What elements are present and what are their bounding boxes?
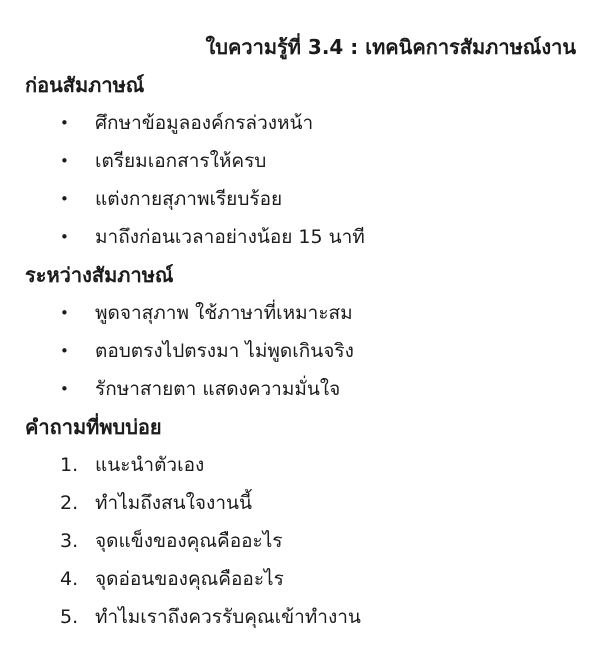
list-item	[0, 446, 607, 484]
list-item	[0, 180, 607, 218]
list-item-text: พูดจาสุภาพ ใช้ภาษาที่เหมาะสม	[95, 302, 353, 324]
number-marker: 4.	[60, 568, 79, 590]
list-item	[0, 560, 607, 598]
list-item-text: รักษาสายตา แสดงความมั่นใจ	[95, 378, 341, 400]
list-item	[0, 104, 607, 142]
list-item	[0, 484, 607, 522]
list-item-text: มาถึงก่อนเวลาอย่างน้อย 15 นาที	[95, 226, 365, 248]
list-item-text: จุดแข็งของคุณคืออะไร	[95, 530, 283, 552]
list-item-text: ทำไมถึงสนใจงานนี้	[95, 492, 252, 514]
list-item	[0, 522, 607, 560]
section-heading-common-questions: คำถามที่พบบ่อย	[25, 415, 162, 439]
page-title: ใบความรู้ที่ 3.4 : เทคนิคการสัมภาษณ์งาน	[205, 35, 576, 59]
list-item	[0, 294, 607, 332]
bullet-marker: •	[60, 114, 69, 132]
bullet-marker: •	[60, 380, 69, 398]
bullet-marker: •	[60, 190, 69, 208]
list-item-text: ตอบตรงไปตรงมา ไม่พูดเกินจริง	[95, 340, 354, 362]
list-item-text: ทำไมเราถึงควรรับคุณเข้าทำงาน	[95, 606, 361, 628]
list-item-text: เตรียมเอกสารให้ครบ	[95, 150, 267, 172]
number-marker: 3.	[60, 530, 79, 552]
list-item-text: แต่งกายสุภาพเรียบร้อย	[95, 188, 283, 210]
number-marker: 2.	[60, 492, 79, 514]
section-heading-before-interview: ก่อนสัมภาษณ์	[25, 73, 145, 97]
number-marker: 5.	[60, 606, 79, 628]
bullet-marker: •	[60, 228, 69, 246]
list-item	[0, 332, 607, 370]
list-item	[0, 218, 607, 256]
list-item-text: จุดอ่อนของคุณคืออะไร	[95, 568, 284, 590]
section-heading-during-interview: ระหว่างสัมภาษณ์	[25, 263, 174, 287]
list-item-text: ศึกษาข้อมูลองค์กรล่วงหน้า	[95, 112, 314, 134]
list-item	[0, 370, 607, 408]
bullet-marker: •	[60, 304, 69, 322]
bullet-marker: •	[60, 342, 69, 360]
number-marker: 1.	[60, 454, 79, 476]
list-item	[0, 598, 607, 636]
list-item	[0, 142, 607, 180]
bullet-marker: •	[60, 152, 69, 170]
list-item-text: แนะนำตัวเอง	[95, 454, 205, 476]
